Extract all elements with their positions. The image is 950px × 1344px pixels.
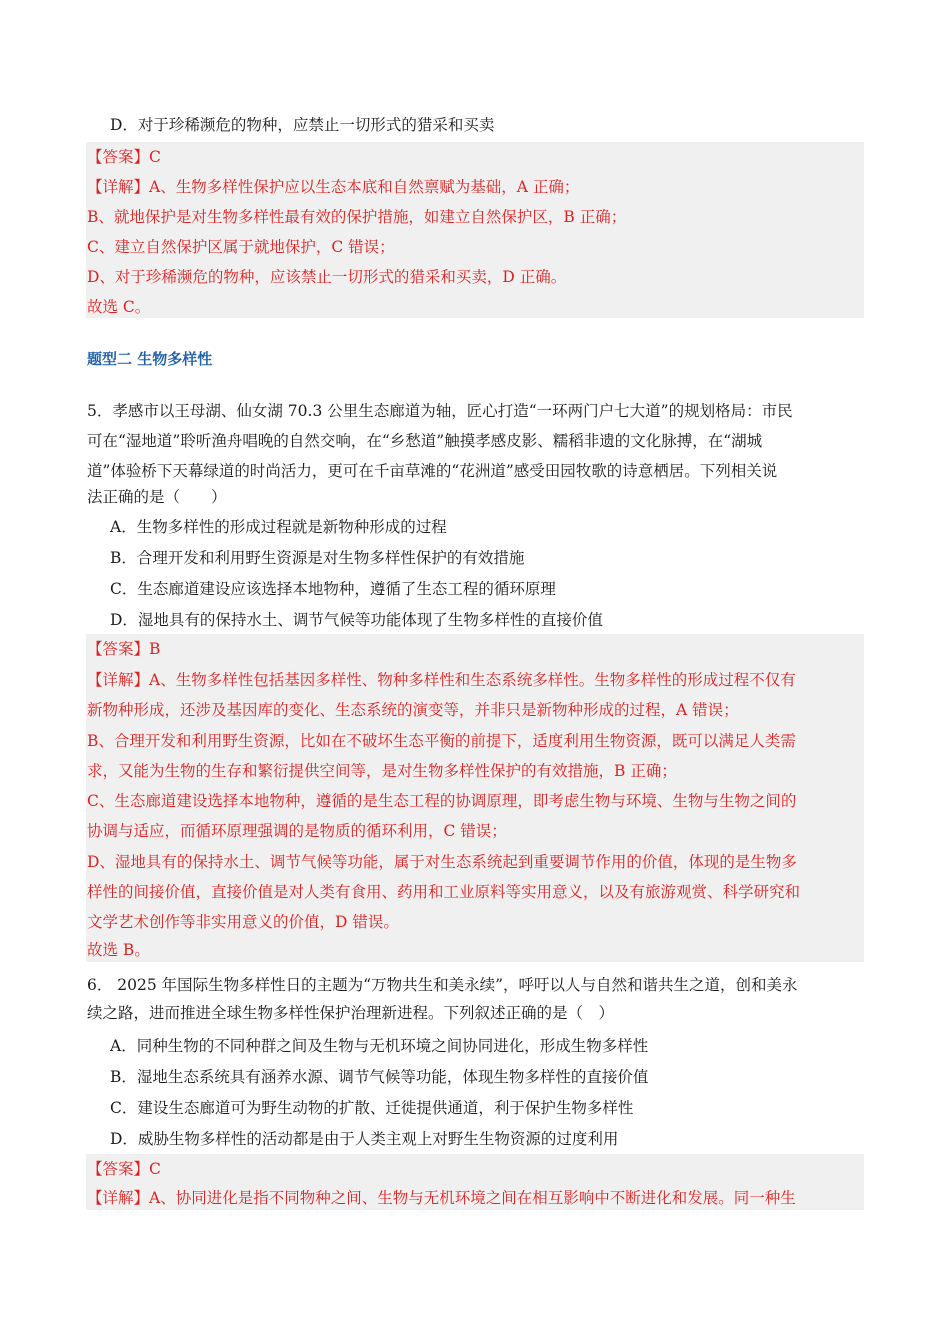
q6-stem-line: 6． 2025 年国际生物多样性日的主题为“万物共生和美永续”，呼吁以人与自然和谐共生之道，创和美永 xyxy=(87,976,798,994)
q4-answer: 【答案】C xyxy=(87,148,161,166)
q6-option-d: D．威胁生物多样性的活动都是由于人类主观上对野生生物资源的过度利用 xyxy=(110,1130,619,1148)
q5-analysis-line: D、湿地具有的保持水土、调节气候等功能，属于对生态系统起到重要调节作用的价值，体现的是生物多 xyxy=(87,853,797,871)
section-title: 题型二 生物多样性 xyxy=(87,350,213,368)
q5-option-c: C．生态廊道建设应该选择本地物种，遵循了生态工程的循环原理 xyxy=(110,580,556,598)
q6-answer: 【答案】C xyxy=(87,1160,161,1178)
q5-option-a: A．生物多样性的形成过程就是新物种形成的过程 xyxy=(110,518,447,536)
q6-stem-line: 续之路，进而推进全球生物多样性保护治理新进程。下列叙述正确的是（ ） xyxy=(87,1004,615,1022)
q5-stem-line: 法正确的是（ ） xyxy=(87,488,227,506)
q5-stem-line: 5．孝感市以王母湖、仙女湖 70.3 公里生态廊道为轴，匠心打造“一环两门户七大道”的规划格局：市民 xyxy=(87,402,793,420)
q5-option-b: B．合理开发和利用野生资源是对生物多样性保护的有效措施 xyxy=(110,549,525,567)
q4-analysis-line: D、对于珍稀濒危的物种，应该禁止一切形式的猎采和买卖，D 正确。 xyxy=(87,268,567,286)
q5-analysis-line: 求，又能为生物的生存和繁衍提供空间等，是对生物多样性保护的有效措施，B 正确； xyxy=(87,762,677,780)
q4-answer-box xyxy=(86,142,864,318)
q5-analysis-line: 协调与适应，而循环原理强调的是物质的循环利用，C 错误； xyxy=(87,822,507,840)
q4-analysis-line: C、建立自然保护区属于就地保护，C 错误； xyxy=(87,238,395,256)
q4-analysis-line: 【详解】A、生物多样性保护应以生态本底和自然禀赋为基础，A 正确； xyxy=(87,178,580,196)
q5-stem-line: 道”体验桥下天幕绿道的时尚活力，更可在千亩草滩的“花洲道”感受田园牧歌的诗意栖居。下列相关说 xyxy=(87,462,778,480)
q6-option-a: A．同种生物的不同种群之间及生物与无机环境之间协同进化，形成生物多样性 xyxy=(110,1037,649,1055)
q6-option-c: C．建设生态廊道可为野生动物的扩散、迁徙提供通道，利于保护生物多样性 xyxy=(110,1099,634,1117)
q5-analysis-line: B、合理开发和利用野生资源，比如在不破坏生态平衡的前提下，适度利用生物资源，既可以满足人类需 xyxy=(87,732,796,750)
q4-analysis-line: 故选 C。 xyxy=(87,298,151,316)
q5-analysis-line: 故选 B。 xyxy=(87,941,150,959)
q5-analysis-line: 新物种形成，还涉及基因库的变化、生态系统的演变等，并非只是新物种形成的过程，A 错误； xyxy=(87,701,739,719)
q4-analysis-line: B、就地保护是对生物多样性最有效的保护措施，如建立自然保护区，B 正确； xyxy=(87,208,627,226)
q5-answer: 【答案】B xyxy=(87,640,161,658)
q4-option-d: D．对于珍稀濒危的物种，应禁止一切形式的猎采和买卖 xyxy=(110,116,495,134)
q5-analysis-line: 文学艺术创作等非实用意义的价值，D 错误。 xyxy=(87,913,399,931)
q5-analysis-line: C、生态廊道建设选择本地物种，遵循的是生态工程的协调原理，即考虑生物与环境、生物与生物之间的 xyxy=(87,792,797,810)
q5-option-d: D．湿地具有的保持水土、调节气候等功能体现了生物多样性的直接价值 xyxy=(110,611,603,629)
q5-analysis-line: 样性的间接价值，直接价值是对人类有食用、药用和工业原料等实用意义，以及有旅游观赏、科学研究和 xyxy=(87,883,801,901)
q5-answer-box xyxy=(86,634,864,962)
q6-option-b: B．湿地生态系统具有涵养水源、调节气候等功能，体现生物多样性的直接价值 xyxy=(110,1068,649,1086)
q5-stem-line: 可在“湿地道”聆听渔舟唱晚的自然交响，在“乡愁道”触摸孝感皮影、糯稻非遗的文化脉搏，在“湖城 xyxy=(87,432,763,450)
q5-analysis-line: 【详解】A、生物多样性包括基因多样性、物种多样性和生态系统多样性。生物多样性的形成过程不仅有 xyxy=(87,671,796,689)
q6-answer-box xyxy=(86,1154,864,1210)
q6-analysis-line: 【详解】A、协同进化是指不同物种之间、生物与无机环境之间在相互影响中不断进化和发展。同一种生 xyxy=(87,1189,796,1207)
